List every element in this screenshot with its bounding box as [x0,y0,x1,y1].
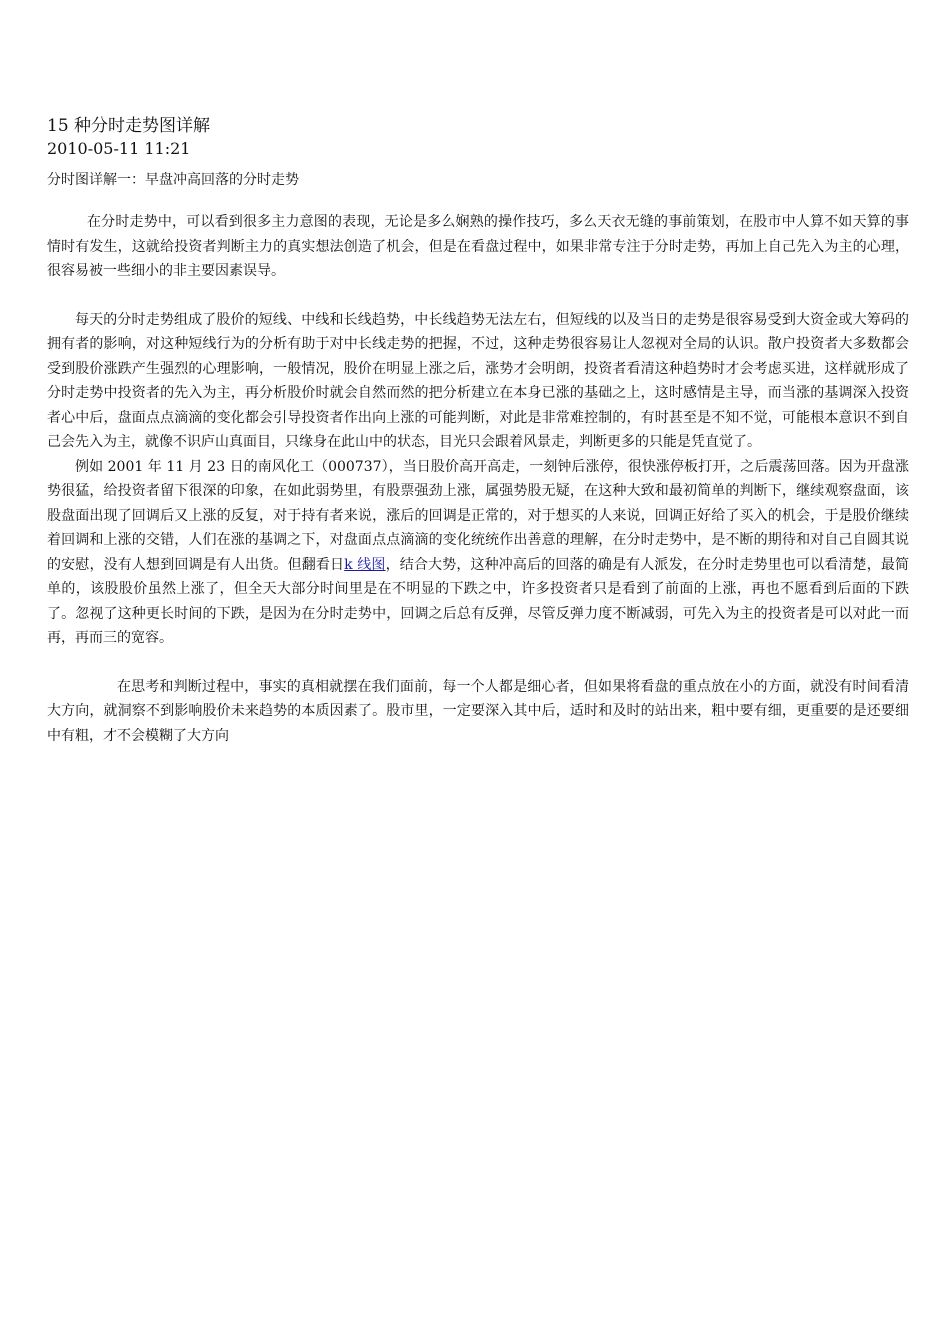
paragraph-3 [47,455,909,651]
paragraph-4: 在思考和判断过程中，事实的真相就摆在我们面前，每一个人都是细心者，但如果将看盘的重点放在小的方面，就没有时间看清大方向，就洞察不到影响股价未来趋势的本质因素了。股市里，一定要深入其中后，适时和及时的站出来，粗中要有细，更重要的是还要细中有粗，才不会模糊了大方向 [47,678,909,744]
paragraph-1: 在分时走势中，可以看到很多主力意图的表现，无论是多么娴熟的操作技巧，多么天衣无缝的事前策划，在股市中人算不如天算的事情时有发生，这就给投资者判断主力的真实想法创造了机会，但是在看盘过程中，如果非常专注于分时走势，再加上自己先入为主的心理，很容易被一些细小的非主要因素误导。 [47,214,909,279]
paragraph-3-text-before: 例如 2001 年 11 月 23 日的南风化工（000737），当日股价高开高走，一刻钟后涨停，很快涨停板打开，之后震荡回落。因为开盘涨势很猛，给投资者留下很深的印象，在如此弱势里，有股票强劲上涨，属强势股无疑，在这种大致和最初简单的判断下，继续观察盘面，该股盘面出现了回调后又上涨的反复，对于持有者来说，涨后的回调是正常的，对于想买的人来说，回调正好给了买入的机会，于是股价继续着回调和上涨的交错，人们在涨的基调之下，对盘面点点滴滴的变化统统作出善意的理解，在分时走势中，是不断的期待和对自己自圆其说的安慰，没有人想到回调是有人出货。但翻看日 [47,458,909,573]
article-datetime: 2010-05-11 11:21 [47,139,191,158]
article-title: 15 种分时走势图详解 [47,116,211,136]
article [47,114,909,748]
section-subtitle: 分时图详解一：早盘冲高回落的分时走势 [47,172,299,188]
paragraph-2: 每天的分时走势组成了股价的短线、中线和长线趋势，中长线趋势无法左右，但短线的以及当日的走势是很容易受到大资金或大筹码的拥有者的影响，对这种短线行为的分析有助于对中长线走势的把握，不过，这种走势很容易让人忽视对全局的认识。散户投资者大多数都会受到股价涨跌产生强烈的心理影响，一般情况，股价在明显上涨之后，涨势才会明朗，投资者看清这种趋势时才会考虑买进，这样就形成了分时走势中投资者的先入为主，再分析股价时就会自然而然的把分析建立在本身已涨的基础之上，这时感情是主导，而当涨的基调深入投资者心中后，盘面点点滴滴的变化都会引导投资者作出向上涨的可能判断，对此是非常难控制的，有时甚至是不知不觉，可能根本意识不到自己会先入为主，就像不识庐山真面目，只缘身在此山中的状态，目光只会跟着风景走，判断更多的只能是凭直觉了。 [47,311,909,450]
kline-chart-link[interactable]: k 线图 [344,556,386,573]
paragraph-3-text-after: ，结合大势，这种冲高后的回落的确是有人派发，在分时走势里也可以看清楚，最简单的，该股股价虽然上涨了，但全天大部分时间里是在不明显的下跌之中，许多投资者只是看到了前面的上涨，再也不愿看到后面的下跌了。忽视了这种更长时间的下跌，是因为在分时走势中，回调之后总有反弹，尽管反弹力度不断减弱，可先入为主的投资者是可以对此一而再，再而三的宽容。 [47,556,909,646]
